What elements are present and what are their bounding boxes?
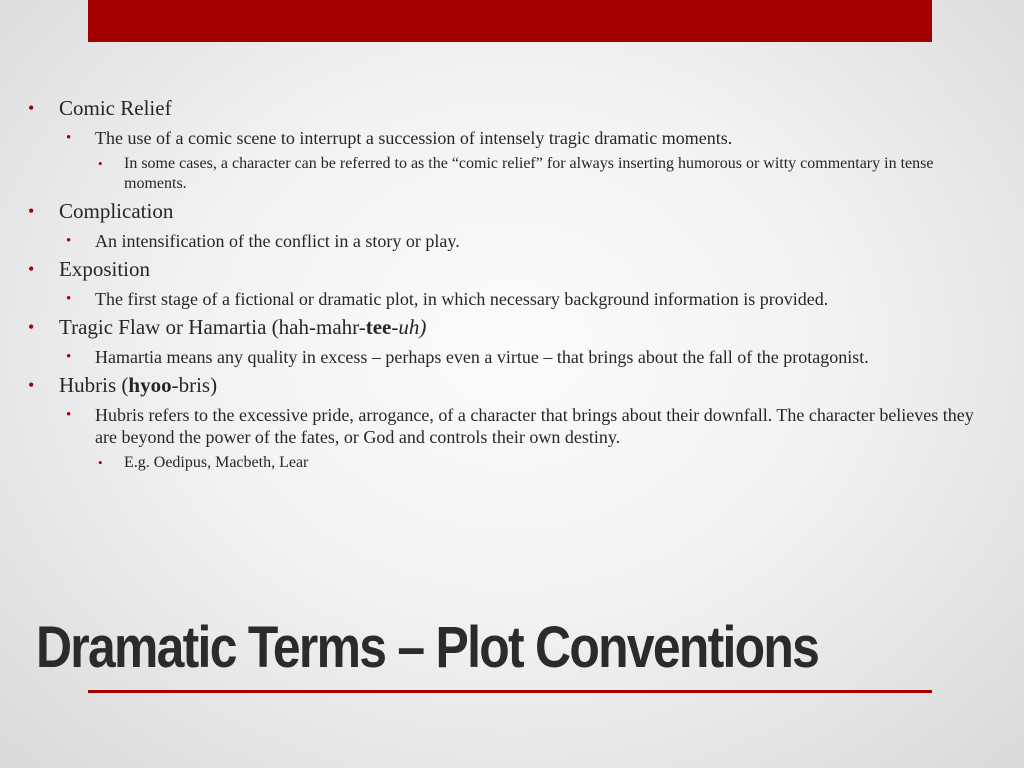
bullet-icon: •: [28, 201, 35, 221]
term-complication: [28, 199, 1000, 224]
definition-text: Hamartia means any quality in excess – perhaps even a virtue – that brings about the fall of the protagonist.: [95, 347, 869, 367]
top-accent-bar: [88, 0, 932, 42]
bullet-icon: •: [66, 291, 72, 307]
term-stressed-syllable: hyoo: [128, 373, 172, 397]
term-label-prefix: Tragic Flaw or Hamartia (hah-mahr-: [59, 315, 366, 339]
term-label: Complication: [59, 199, 174, 223]
definition-hubris: [28, 404, 1000, 448]
definition-complication: [28, 230, 1000, 252]
term-separator: -: [391, 315, 399, 339]
definition-comic-relief: [28, 127, 1000, 149]
title-underline: [88, 690, 932, 693]
note-text: In some cases, a character can be referred to as the “comic relief” for always inserting humorous or witty commentary in tense moments.: [124, 155, 934, 192]
definition-text: An intensification of the conflict in a story or play.: [95, 231, 460, 251]
term-label-suffix: uh): [398, 315, 427, 339]
definition-text: Hubris refers to the excessive pride, arrogance, of a character that brings about their downfall. The character believes they are beyond the power of the fates, or God and controls their own destiny.: [95, 405, 974, 447]
note-text: E.g. Oedipus, Macbeth, Lear: [124, 454, 309, 471]
note-hubris-examples: [28, 453, 1000, 473]
definition-text: The use of a comic scene to interrupt a succession of intensely tragic dramatic moments.: [95, 128, 733, 148]
term-exposition: [28, 257, 1000, 282]
bullet-list: [28, 96, 1000, 473]
bullet-icon: •: [66, 233, 72, 249]
term-stressed-syllable: tee: [365, 315, 392, 339]
term-comic-relief: [28, 96, 1000, 121]
term-tragic-flaw: [28, 315, 1000, 340]
bullet-icon: •: [28, 317, 35, 337]
slide-title: Dramatic Terms – Plot Conventions: [36, 615, 819, 680]
bullet-icon: •: [98, 156, 103, 171]
bullet-icon: •: [66, 407, 72, 423]
bullet-icon: •: [66, 349, 72, 365]
term-label-suffix: -bris): [171, 373, 218, 397]
bullet-icon: •: [28, 375, 35, 395]
definition-text: The first stage of a fictional or dramatic plot, in which necessary background information is provided.: [95, 289, 829, 309]
bullet-icon: •: [66, 130, 72, 146]
term-hubris: [28, 373, 1000, 398]
bullet-icon: •: [28, 98, 35, 118]
term-label: Comic Relief: [59, 96, 172, 120]
bullet-icon: •: [28, 259, 35, 279]
term-label: Exposition: [59, 257, 151, 281]
term-label-prefix: Hubris (: [59, 373, 129, 397]
definition-exposition: [28, 288, 1000, 310]
bullet-icon: •: [98, 455, 103, 470]
definition-tragic-flaw: [28, 346, 1000, 368]
note-comic-relief: [28, 154, 1000, 194]
